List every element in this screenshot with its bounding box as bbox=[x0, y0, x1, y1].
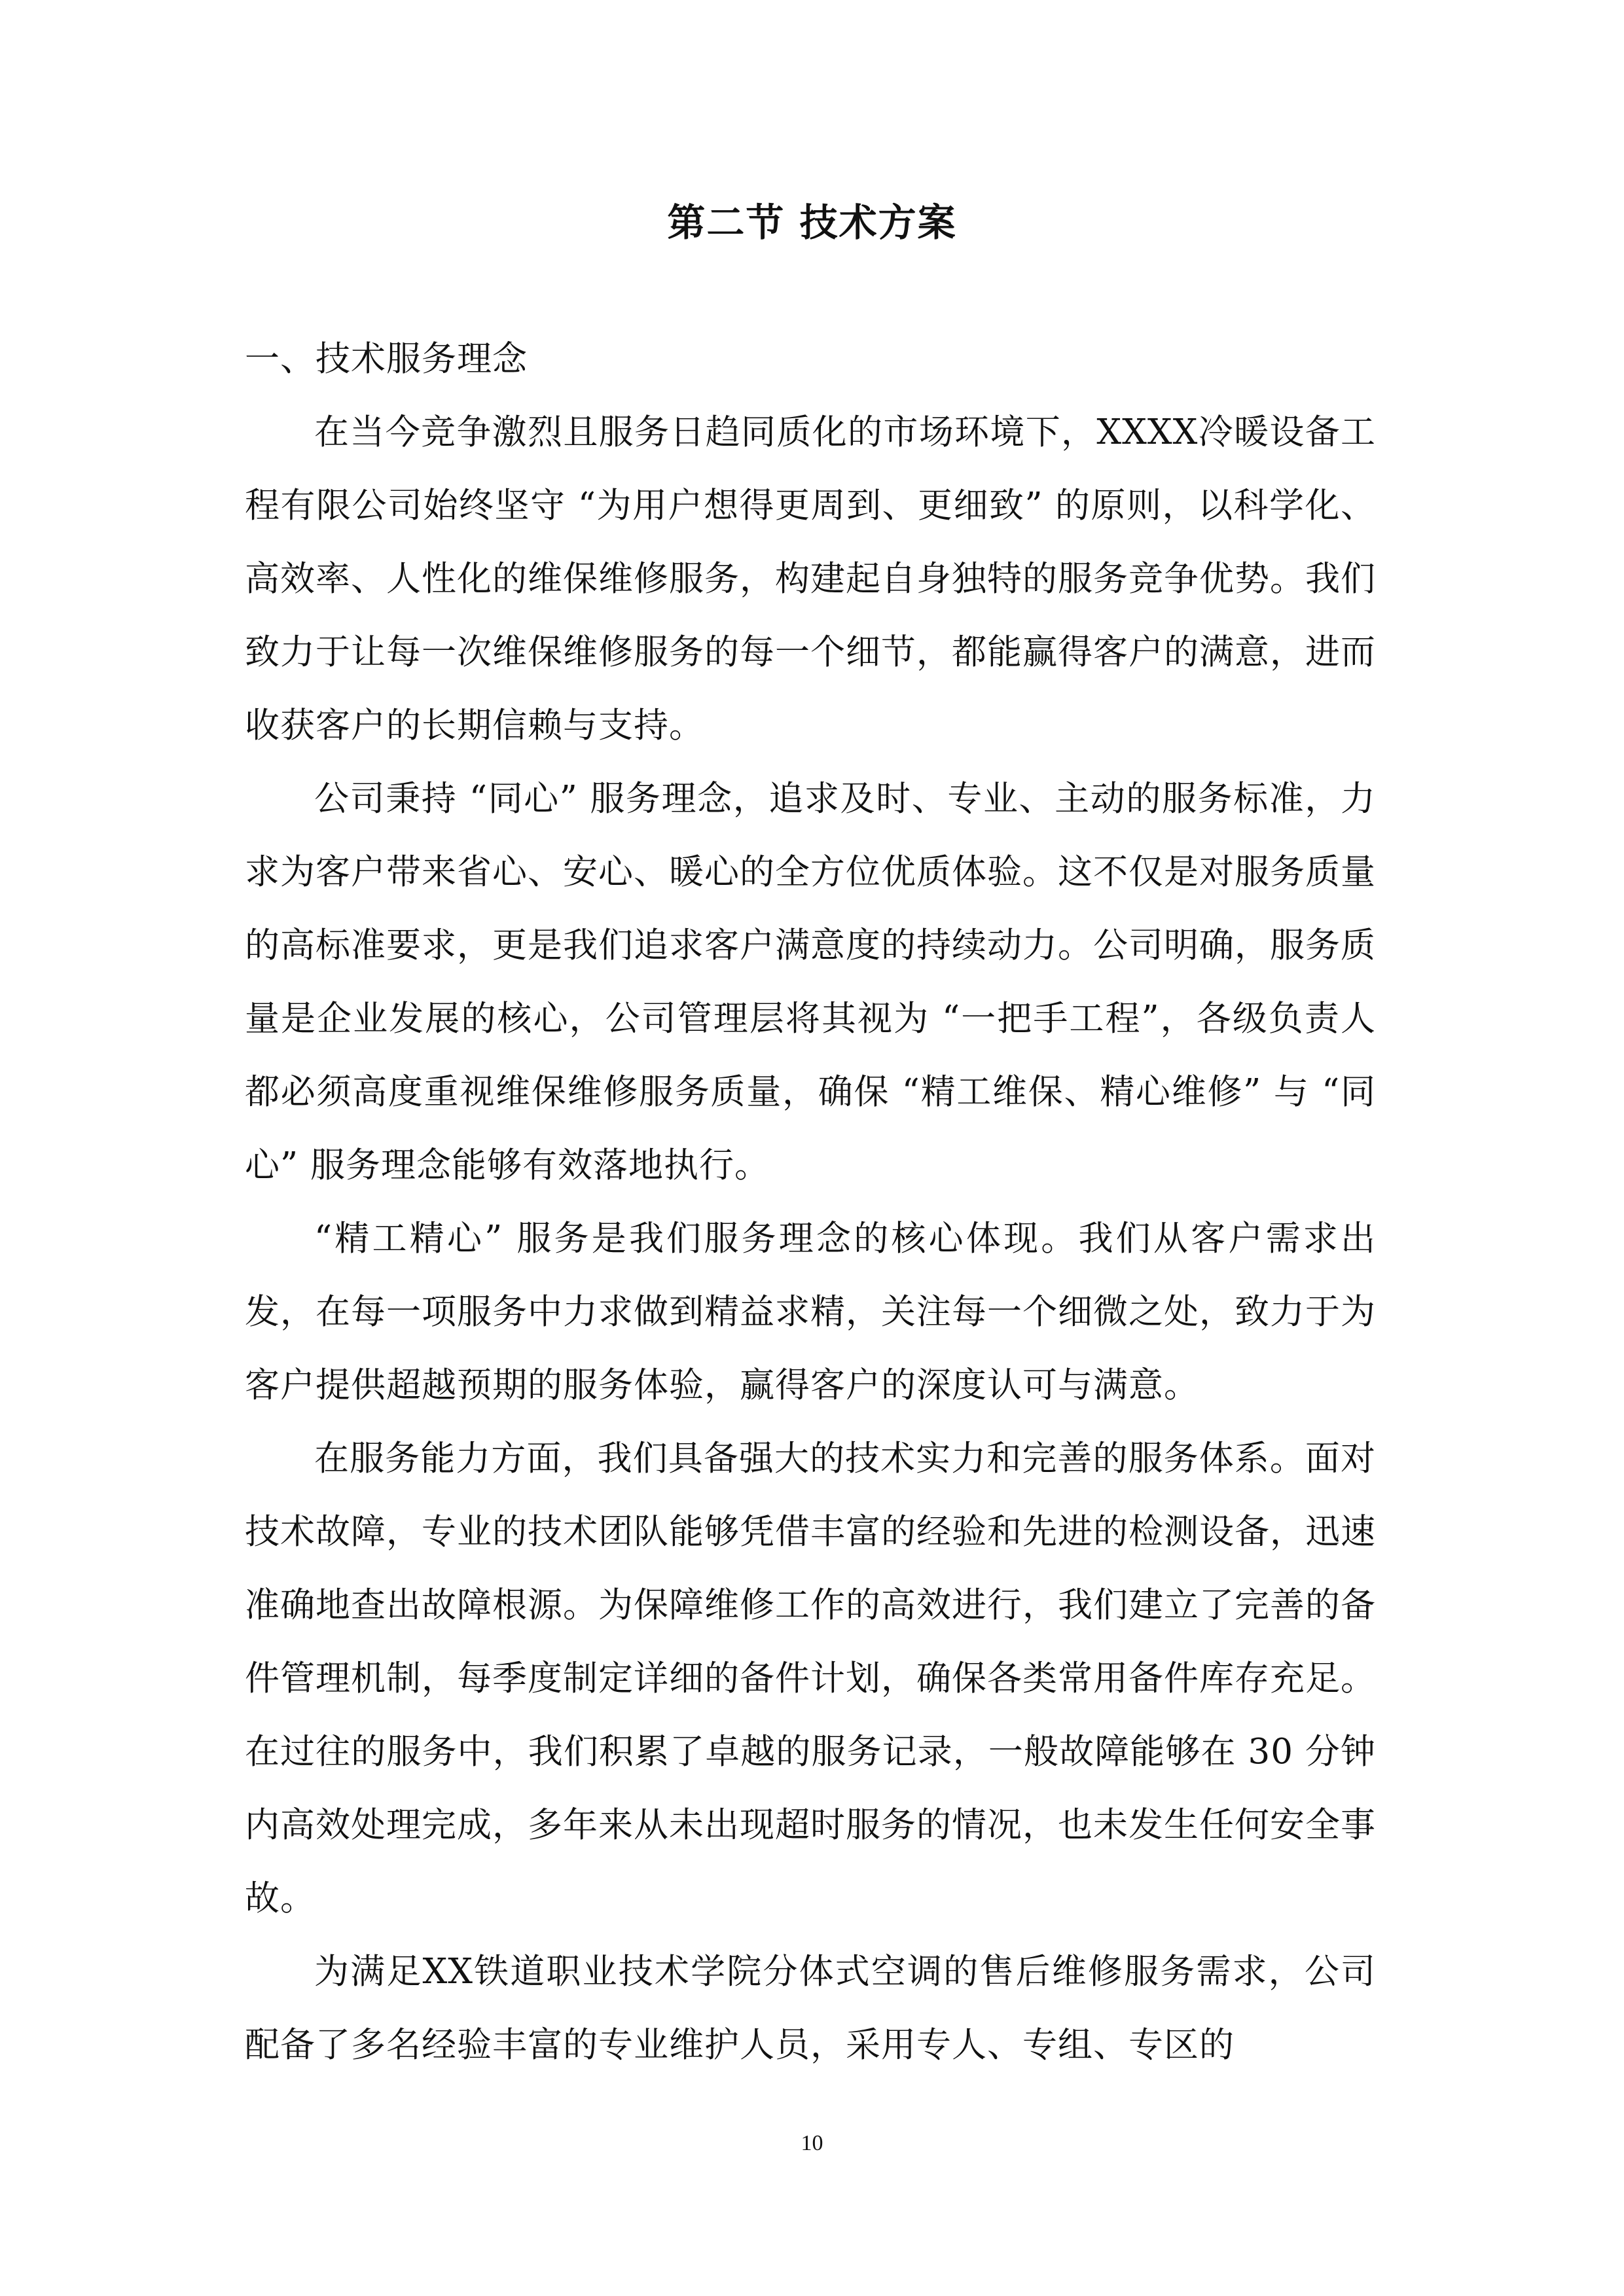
paragraph-2: 公司秉持 “同心” 服务理念，追求及时、专业、主动的服务标准，力求为客户带来省心、安心、暖心的全方位优质体验。这不仅是对服务质量的高标准要求，更是我们追求客户满意度的持续动力。公司明确，服务质量是企业发展的核心，公司管理层将其视为 “一把手工程”，各级负责人都必须高度重视维保维修服务质量，确保 “精工维保、精心维修” 与 “同心” 服务理念能够有效落地执行。 bbox=[245, 779, 1376, 1185]
paragraph-5: 为满足XX铁道职业技术学院分体式空调的售后维修服务需求，公司配备了多名经验丰富的专业维护人员，采用专人、专组、专区的 bbox=[245, 1952, 1376, 2065]
paragraph-3: “精工精心” 服务是我们服务理念的核心体现。我们从客户需求出发，在每一项服务中力求做到精益求精，关注每一个细微之处，致力于为客户提供超越预期的服务体验，赢得客户的深度认可与满意。 bbox=[245, 1219, 1376, 1405]
section-title: 第二节 技术方案 bbox=[667, 200, 957, 245]
page-number: 10 bbox=[801, 2131, 823, 2155]
body-text bbox=[245, 323, 1376, 2082]
subsection-heading: 一、技术服务理念 bbox=[245, 339, 528, 379]
paragraph-4: 在服务能力方面，我们具备强大的技术实力和完善的服务体系。面对技术故障，专业的技术团队能够凭借丰富的经验和先进的检测设备，迅速准确地查出故障根源。为保障维修工作的高效进行，我们建立了完善的备件管理机制，每季度制定详细的备件计划，确保各类常用备件库存充足。在过往的服务中，我们积累了卓越的服务记录，一般故障能够在 30 分钟内高效处理完成，多年来从未出现超时服务的情况，也未发生任何安全事故。 bbox=[245, 1439, 1376, 1918]
paragraph-1: 在当今竞争激烈且服务日趋同质化的市场环境下，XXXX冷暖设备工程有限公司始终坚守 “为用户想得更周到、更细致” 的原则，以科学化、高效率、人性化的维保维修服务，构建起自身独特的服务竞争优势。我们致力于让每一次维保维修服务的每一个细节，都能赢得客户的满意，进而收获客户的长期信赖与支持。 bbox=[245, 412, 1376, 745]
